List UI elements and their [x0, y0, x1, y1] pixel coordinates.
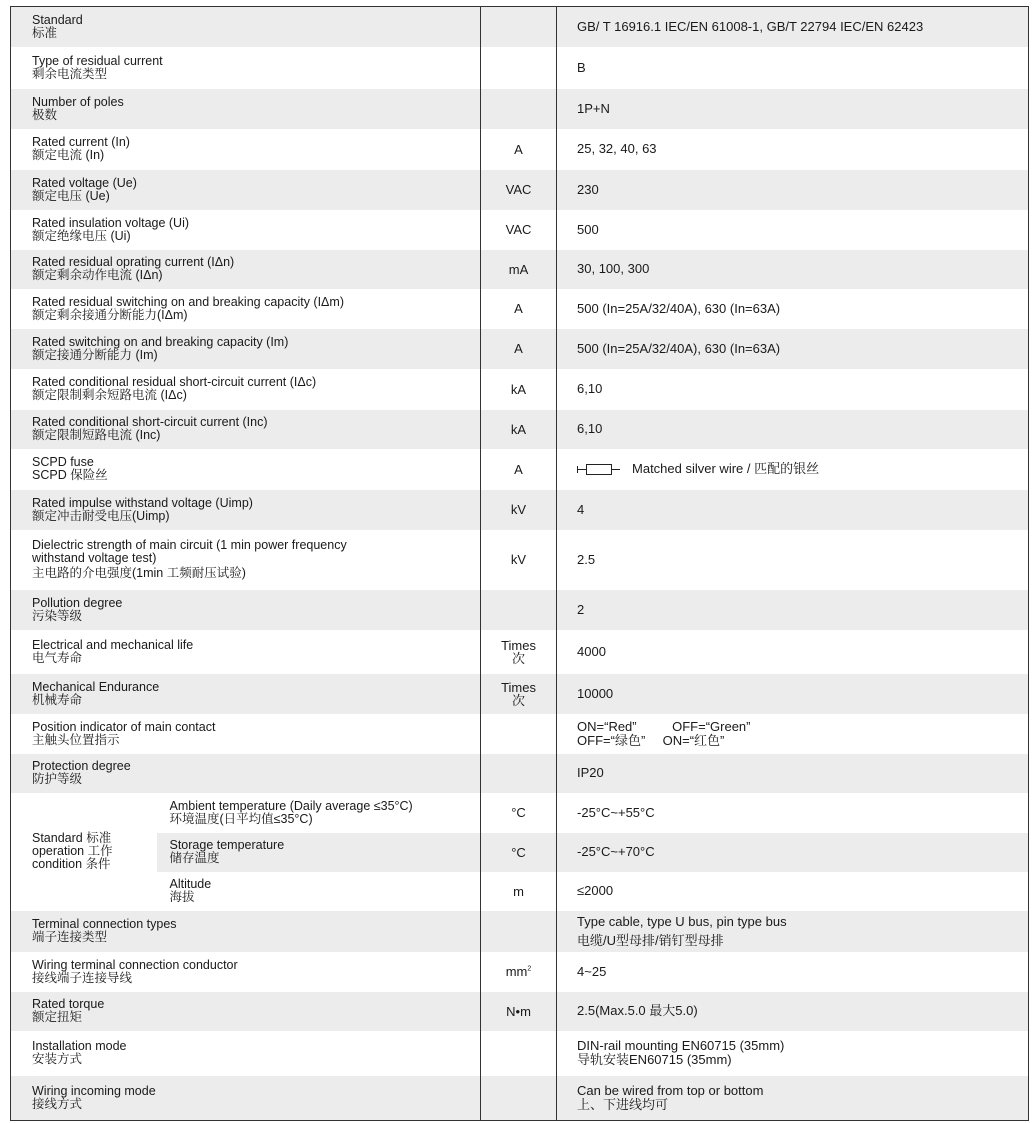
unit-cell: kV: [481, 490, 557, 530]
parameter-cell: Protection degree 防护等级: [11, 754, 481, 793]
spec-row-residual-short-circuit: [11, 369, 1029, 410]
spec-row-altitude: [11, 872, 1029, 911]
unit-cell: kV: [481, 530, 557, 590]
spec-row-position-indicator: [11, 714, 1029, 754]
value-cell: ≤2000: [557, 872, 1029, 911]
unit-cell: [481, 754, 557, 793]
parameter-cell: Storage temperature 储存温度: [157, 833, 481, 872]
spec-row-ambient-temperature: [11, 793, 1029, 833]
value-cell: 4: [557, 490, 1029, 530]
parameter-cell: Rated residual switching on and breaking capacity (IΔm) 额定剩余接通分断能力(IΔm): [11, 289, 481, 329]
unit-cell: [481, 714, 557, 754]
parameter-cell: Rated switching on and breaking capacity (Im) 额定接通分断能力 (Im): [11, 329, 481, 369]
value-cell: 1P+N: [557, 89, 1029, 129]
unit-cell: $mm^2$: [481, 952, 557, 992]
value-cell: -25°C~+55°C: [557, 793, 1029, 833]
parameter-cell: Installation mode 安装方式: [11, 1031, 481, 1076]
spec-row-terminal-connection: [11, 911, 1029, 952]
value-cell: 30, 100, 300: [557, 250, 1029, 289]
parameter-cell: Rated conditional residual short-circuit current (IΔc) 额定限制剩余短路电流 (IΔc): [11, 369, 481, 410]
value-cell: DIN-rail mounting EN60715 (35mm) 导轨安装EN60715 (35mm): [557, 1031, 1029, 1076]
value-cell: 500 (In=25A/32/40A), 630 (In=63A): [557, 329, 1029, 369]
spec-row-mechanical-endurance: [11, 674, 1029, 714]
unit-cell: [481, 89, 557, 129]
parameter-cell: Wiring terminal connection conductor 接线端子连接导线: [11, 952, 481, 992]
value-cell: 2: [557, 590, 1029, 630]
unit-cell: °C: [481, 833, 557, 872]
value-cell: 6,10: [557, 410, 1029, 449]
value-cell: -25°C~+70°C: [557, 833, 1029, 872]
spec-row-scpd-fuse: [11, 449, 1029, 490]
value-cell: 4000: [557, 630, 1029, 674]
unit-cell: mA: [481, 250, 557, 289]
unit-cell: kA: [481, 369, 557, 410]
unit-cell: A: [481, 449, 557, 490]
fuse-value-text: Matched silver wire / 匹配的银丝: [632, 461, 820, 476]
spec-row-wiring-conductor: [11, 952, 1029, 992]
parameter-cell: Ambient temperature (Daily average ≤35°C) 环境温度(日平均值≤35°C): [157, 793, 481, 833]
unit-cell: Times 次: [481, 630, 557, 674]
unit-cell: [481, 911, 557, 952]
position-indicator-en: ON=“Red” OFF=“Green”: [577, 718, 751, 734]
operation-condition-group-label: Standard 标准 operation 工作 condition 条件: [11, 793, 157, 911]
unit-cell: m: [481, 872, 557, 911]
parameter-cell: Rated current (In) 额定电流 (In): [11, 129, 481, 170]
unit-cell: A: [481, 289, 557, 329]
unit-cell: [481, 1076, 557, 1121]
parameter-cell: Rated voltage (Ue) 额定电压 (Ue): [11, 170, 481, 210]
unit-cell: A: [481, 329, 557, 369]
parameter-cell: Rated impulse withstand voltage (Uimp) 额定冲击耐受电压(Uimp): [11, 490, 481, 530]
value-cell: 230: [557, 170, 1029, 210]
parameter-cell: Rated conditional short-circuit current (Inc) 额定限制短路电流 (Inc): [11, 410, 481, 449]
unit-cell: [481, 47, 557, 89]
spec-row-dielectric-strength: [11, 530, 1029, 590]
unit-cell: VAC: [481, 170, 557, 210]
spec-row-standard: [11, 7, 1029, 47]
parameter-cell: Pollution degree 污染等级: [11, 590, 481, 630]
parameter-cell: Type of residual current 剩余电流类型: [11, 47, 481, 89]
spec-row-poles: [11, 89, 1029, 129]
parameter-cell: Electrical and mechanical life 电气寿命: [11, 630, 481, 674]
value-cell: 500: [557, 210, 1029, 250]
unit-cell: N•m: [481, 992, 557, 1031]
unit-cell: kA: [481, 410, 557, 449]
unit-cell: Times 次: [481, 674, 557, 714]
unit-cell: [481, 1031, 557, 1076]
value-cell: 2.5: [557, 530, 1029, 590]
spec-row-electrical-life: [11, 630, 1029, 674]
spec-row-breaking-capacity: [11, 329, 1029, 369]
unit-cell: °C: [481, 793, 557, 833]
parameter-cell: Number of poles 极数: [11, 89, 481, 129]
parameter-cell: Altitude 海拔: [157, 872, 481, 911]
spec-row-wiring-incoming: [11, 1076, 1029, 1121]
parameter-cell: Rated insulation voltage (Ui) 额定绝缘电压 (Ui): [11, 210, 481, 250]
value-cell: 500 (In=25A/32/40A), 630 (In=63A): [557, 289, 1029, 329]
unit-cell: [481, 590, 557, 630]
parameter-cell: SCPD fuse SCPD 保险丝: [11, 449, 481, 490]
unit-cell: [481, 7, 557, 47]
spec-row-storage-temperature: [11, 833, 1029, 872]
value-cell: Can be wired from top or bottom 上、下进线均可: [557, 1076, 1029, 1121]
spec-row-pollution-degree: [11, 590, 1029, 630]
spec-row-insulation-voltage: [11, 210, 1029, 250]
spec-row-rated-voltage: [11, 170, 1029, 210]
parameter-cell: Rated torque 额定扭矩: [11, 992, 481, 1031]
parameter-cell: Wiring incoming mode 接线方式: [11, 1076, 481, 1121]
spec-row-short-circuit: [11, 410, 1029, 449]
parameter-cell: Standard 标准: [11, 7, 481, 47]
value-cell: [557, 449, 1029, 490]
unit-cell: A: [481, 129, 557, 170]
value-cell: 4~25: [557, 952, 1029, 992]
unit-cell: VAC: [481, 210, 557, 250]
value-cell: 6,10: [557, 369, 1029, 410]
specification-table: [10, 6, 1029, 1121]
parameter-cell: Terminal connection types 端子连接类型: [11, 911, 481, 952]
parameter-cell: Mechanical Endurance 机械寿命: [11, 674, 481, 714]
spec-row-rated-current: [11, 129, 1029, 170]
spec-row-impulse-voltage: [11, 490, 1029, 530]
parameter-cell: Dielectric strength of main circuit (1 min power frequency withstand voltage test) 主电路的介电强度(1min 工频耐压试验): [11, 530, 481, 590]
parameter-cell: Position indicator of main contact 主触头位置指示: [11, 714, 481, 754]
value-cell: [557, 714, 1029, 754]
spec-row-residual-breaking-capacity: [11, 289, 1029, 329]
spec-row-residual-type: [11, 47, 1029, 89]
value-cell: GB/ T 16916.1 IEC/EN 61008-1, GB/T 22794 IEC/EN 62423: [557, 7, 1029, 47]
position-indicator-zh: OFF=“绿色” ON=“红色”: [577, 732, 725, 748]
value-cell: 2.5(Max.5.0 最大5.0): [557, 992, 1029, 1031]
spec-row-rated-torque: [11, 992, 1029, 1031]
parameter-cell: Rated residual oprating current (IΔn) 额定剩余动作电流 (IΔn): [11, 250, 481, 289]
fuse-symbol-icon: [577, 464, 620, 475]
value-cell: B: [557, 47, 1029, 89]
value-cell: 10000: [557, 674, 1029, 714]
value-cell: IP20: [557, 754, 1029, 793]
spec-row-protection-degree: [11, 754, 1029, 793]
spec-row-installation-mode: [11, 1031, 1029, 1076]
value-cell: 25, 32, 40, 63: [557, 129, 1029, 170]
value-cell: Type cable, type U bus, pin type bus 电缆/U型母排/销钉型母排: [557, 911, 1029, 952]
spec-row-residual-operating-current: [11, 250, 1029, 289]
